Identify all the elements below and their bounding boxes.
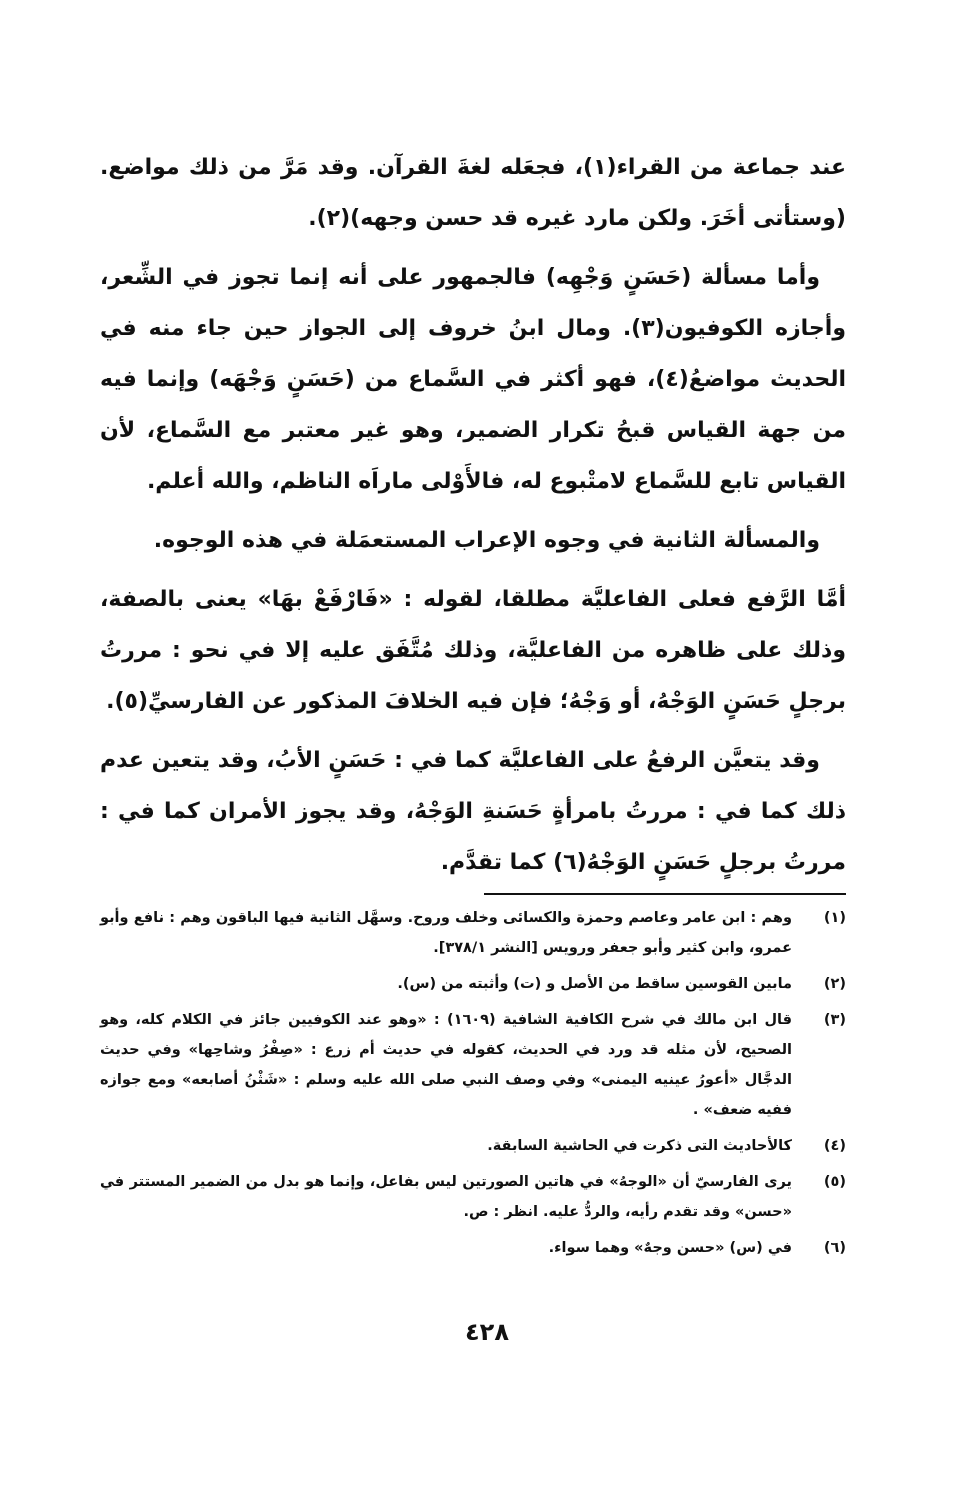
footnote-text: قال ابن مالك في شرح الكافية الشافية (١٦٠٩) : «وهو عند الكوفيين جائز في الكلام كله، وهو الصحيح، لأن مثله قد ورد في الحديث، كقوله في حديث أم زرع : «صِفْرُ وشاحِها» وفي حديث الدجَّال «أعورُ عينيه اليمنى» وفي وصف النبي صلى الله عليه وسلم : «شَثْنُ أصابعه» ومع جوازه ففيه ضعف» . bbox=[100, 1012, 792, 1118]
footnote-text: مابين القوسين ساقط من الأصل و (ت) وأثبته من (س). bbox=[397, 976, 792, 992]
footnote bbox=[100, 1131, 846, 1161]
footnotes bbox=[100, 903, 846, 1269]
footnote-number: (١) bbox=[823, 910, 846, 926]
footnote-text: يرى الفارسيّ أن «الوجهُ» في هاتين الصورتين ليس بفاعل، وإنما هو بدل من الضمير المستتر في «حسن» وقد تقدم رأيه، والردُّ عليه. انظر : ص. bbox=[100, 1174, 792, 1220]
footnote-text: وهم : ابن عامر وعاصم وحمزة والكسائى وخلف وروح. وسهَّل الثانية فيها الباقون وهم : نافع وأبو عمرو، وابن كثير وأبو جعفر ورويس [النشر ٣٧٨/١]. bbox=[100, 910, 792, 956]
paragraph: وأما مسألة (حَسَنٍ وَجْهِه) فالجمهور على أنه إنما تجوز في الشِّعر، وأجازه الكوفيون(٣). ومال ابنُ خروف إلى الجواز حين جاء منه في الحديث مواضعُ(٤)، فهو أكثر في السَّماع من (حَسَنٍ وَجْهَه) وإنما فيه من جهة القياس قبحُ تكرار الضمير، وهو غير معتبر مع السَّماع، لأن القياس تابع للسَّماع لامتْبوع له، فالأَوْلى ماراَه الناظم، والله أعلم. bbox=[100, 265, 846, 494]
footnote bbox=[100, 969, 846, 999]
main-text bbox=[100, 142, 846, 896]
paragraph: عند جماعة من القراء(١)، فجعَله لغةَ القرآن. وقد مَرَّ من ذلك مواضع. (وستأتى أخَرَ. ولكن مارد غيره قد حسن وجهه)(٢). bbox=[100, 155, 847, 231]
paragraph: وقد يتعيَّن الرفعُ على الفاعليَّة كما في : حَسَنٍ الأبُ، وقد يتعين عدم ذلك كما في : مررتُ بامرأةٍ حَسَنةِ الوَجْهُ، وقد يجوز الأمران كما في : مررتُ برجلٍ حَسَنٍ الوَجْهُ(٦) كما تقدَّم. bbox=[100, 748, 846, 875]
footnote-text: كالأحاديث التى ذكرت في الحاشية السابقة. bbox=[487, 1138, 792, 1154]
footnote bbox=[100, 1167, 846, 1227]
paragraph: والمسألة الثانية في وجوه الإعراب المستعمَلة في هذه الوجوه. bbox=[153, 528, 820, 553]
footnote bbox=[100, 903, 846, 963]
footnote bbox=[100, 1233, 846, 1263]
footnote-number: (٣) bbox=[823, 1012, 846, 1028]
footnote-number: (٦) bbox=[823, 1240, 846, 1256]
page-number: ٤٢٨ bbox=[465, 1318, 509, 1346]
footnote-number: (٥) bbox=[823, 1174, 846, 1190]
footnote-divider bbox=[484, 893, 846, 895]
footnote-number: (٢) bbox=[823, 976, 846, 992]
footnote-number: (٤) bbox=[823, 1138, 846, 1154]
paragraph: أمَّا الرَّفع فعلى الفاعليَّة مطلقا، لقوله : «فَارْفَعْ بهَا» يعنى بالصفة، وذلك على ظاهره من الفاعليَّة، وذلك مُتَّفَق عليه إلا في نحو : مررتُ برجلٍ حَسَنٍ الوَجْهُ، أو وَجْهُ؛ فإن فيه الخلافَ المذكور عن الفارسيِّ(٥). bbox=[100, 587, 846, 714]
footnote bbox=[100, 1005, 846, 1125]
footnote-text: في (س) «حسن وجهٌ» وهما سواء. bbox=[548, 1240, 792, 1256]
